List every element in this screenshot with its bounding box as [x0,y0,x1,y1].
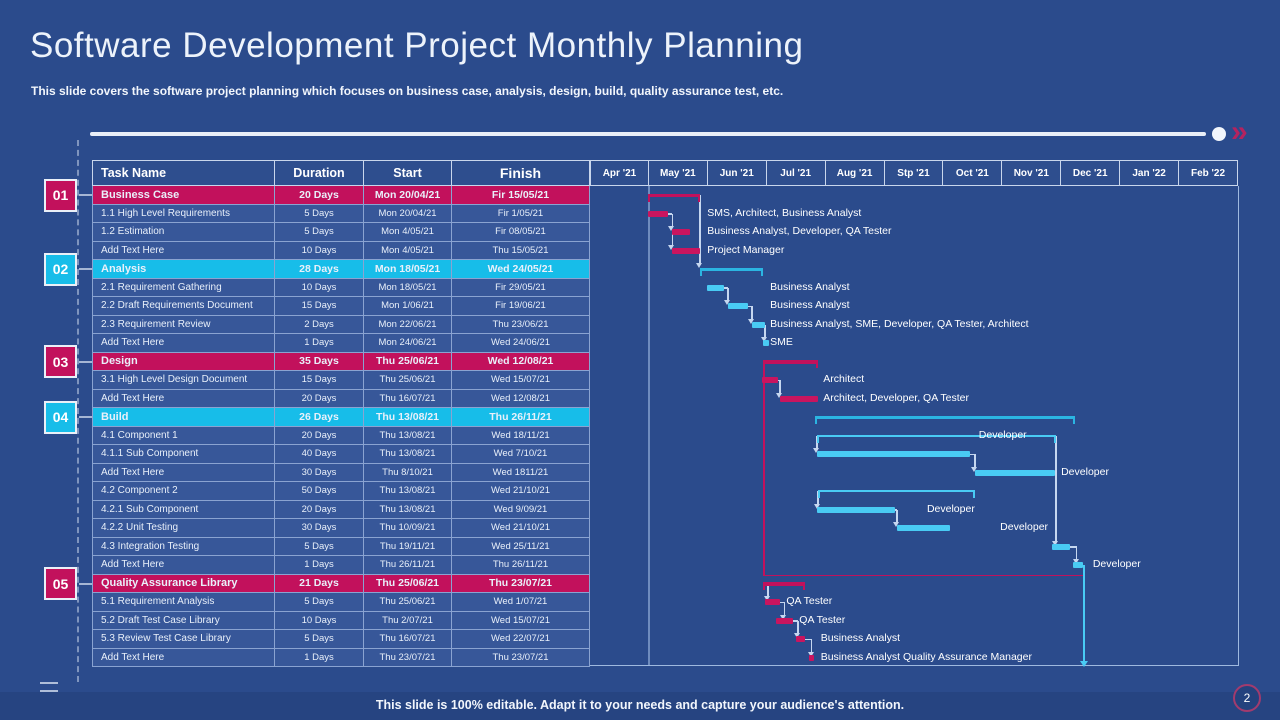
task-date-cell: 30 Days [275,519,364,538]
gantt-connector [784,602,786,615]
task-name-cell: 4.3 Integration Testing [92,538,275,557]
gantt-resource-label: Developer [926,502,975,515]
gantt-resource-label: Business Analyst Quality Assurance Manager [820,650,1032,663]
task-name-cell: Analysis [92,260,275,279]
table-row [92,205,590,224]
task-name-cell: Design [92,353,275,372]
table-row [92,519,590,538]
task-date-cell: Mon 20/04/21 [364,205,452,224]
task-name-cell: 5.1 Requirement Analysis [92,593,275,612]
gantt-arrowhead-icon [1080,661,1088,667]
gantt-summary-bar [763,360,818,364]
gantt-bracket-tick [818,490,820,498]
gantt-task-bar [672,229,689,235]
task-date-cell: Wed 1/07/21 [452,593,590,612]
task-date-cell: Thu 16/07/21 [364,390,452,409]
task-date-cell: 50 Days [275,482,364,501]
task-date-cell: 30 Days [275,464,364,483]
task-date-cell: Wed 1811/21 [452,464,590,483]
gantt-line [648,186,650,665]
table-row [92,556,590,575]
task-date-cell: Thu 26/11/21 [364,556,452,575]
task-date-cell: Mon 18/05/21 [364,279,452,298]
gantt-resource-label: Developer [1061,465,1109,478]
gantt-task-bar [765,599,780,605]
gantt-line [1083,565,1085,661]
task-date-cell: Thu 25/06/21 [364,575,452,594]
month-header [590,160,1238,186]
task-date-cell: Mon 18/05/21 [364,260,452,279]
task-name-cell: 4.2.1 Sub Component [92,501,275,520]
gantt-task-bar [762,377,778,383]
task-date-cell: Thu 2/07/21 [364,612,452,631]
task-name-cell: 2.3 Requirement Review [92,316,275,335]
gantt-task-bar [796,636,805,642]
gantt-summary-tick [698,194,700,202]
month-label: Oct '21 [943,160,1002,186]
task-date-cell: 1 Days [275,556,364,575]
page-number-badge: 2 [1233,684,1261,712]
gantt-task-bar [752,322,765,328]
badge-connector-line [79,583,92,585]
gantt-summary-tick [763,582,765,590]
task-date-cell: Fir 29/05/21 [452,279,590,298]
double-chevron-icon: » [1231,115,1248,148]
gantt-line [763,362,765,575]
stage-badge-02: 02 [44,253,77,286]
gantt-connector [751,306,753,319]
task-name-cell: Quality Assurance Library [92,575,275,594]
month-label: Jan '22 [1120,160,1179,186]
task-date-cell: 28 Days [275,260,364,279]
table-row [92,353,590,372]
task-name-cell: 5.2 Draft Test Case Library [92,612,275,631]
gantt-resource-label: SMS, Architect, Business Analyst [707,206,862,219]
task-date-cell: Fir 15/05/21 [452,186,590,205]
task-date-cell: Thu 13/08/21 [364,445,452,464]
task-date-cell: Thu 26/11/21 [452,556,590,575]
gantt-task-bar [648,211,667,217]
table-row [92,649,590,668]
gantt-resource-label: QA Tester [786,595,833,608]
column-header: Duration [275,160,364,186]
task-date-cell: 21 Days [275,575,364,594]
gantt-bracket-bar [818,490,975,492]
gantt-resource-label: Architect [823,373,865,386]
task-date-cell: 5 Days [275,630,364,649]
month-label: Stp '21 [885,160,944,186]
stage-badge-01: 01 [44,179,77,212]
task-date-cell: Thu 23/07/21 [364,649,452,668]
task-date-cell: 10 Days [275,242,364,261]
table-row [92,501,590,520]
table-row [92,334,590,353]
task-date-cell: Mon 22/06/21 [364,316,452,335]
task-date-cell: Thu 23/07/21 [452,575,590,594]
column-header: Finish [452,160,590,186]
task-name-cell: 4.1.1 Sub Component [92,445,275,464]
task-name-cell: Business Case [92,186,275,205]
task-name-cell: Add Text Here [92,556,275,575]
table-row [92,260,590,279]
task-name-cell: Add Text Here [92,649,275,668]
task-date-cell: Wed 12/08/21 [452,390,590,409]
task-date-cell: Mon 4/05/21 [364,223,452,242]
table-row [92,464,590,483]
gantt-resource-label: Developer [1000,521,1049,534]
task-date-cell: Fir 19/06/21 [452,297,590,316]
task-date-cell: Thu 13/08/21 [364,408,452,427]
table-row [92,630,590,649]
gantt-resource-label: Business Analyst [820,632,901,645]
rail-end-cap [40,682,58,692]
task-date-cell: Mon 20/04/21 [364,186,452,205]
task-date-cell: 20 Days [275,390,364,409]
table-row [92,297,590,316]
task-name-cell: 2.1 Requirement Gathering [92,279,275,298]
gantt-task-bar [809,655,814,661]
task-date-cell: Thu 23/06/21 [452,316,590,335]
gantt-summary-tick [803,582,805,590]
gantt-connector [896,510,898,523]
task-date-cell: 10 Days [275,279,364,298]
gantt-task-bar [1073,562,1083,568]
task-date-cell: Mon 1/06/21 [364,297,452,316]
gantt-summary-bar [763,582,805,586]
task-date-cell: 20 Days [275,427,364,446]
task-date-cell: Mon 4/05/21 [364,242,452,261]
footer-note: This slide is 100% editable. Adapt it to your needs and capture your audience's attention. [375,698,905,712]
task-date-cell: 15 Days [275,297,364,316]
month-label: Aug '21 [826,160,885,186]
table-row [92,593,590,612]
table-row [92,186,590,205]
gantt-connector [1055,436,1057,541]
task-name-cell: 4.2 Component 2 [92,482,275,501]
task-date-cell: Wed 15/07/21 [452,371,590,390]
month-label: Nov '21 [1002,160,1061,186]
month-label: Apr '21 [590,160,649,186]
task-date-cell: Wed 24/05/21 [452,260,590,279]
gantt-task-bar [728,303,748,309]
month-label: May '21 [649,160,708,186]
task-date-cell: Thu 15/05/21 [452,242,590,261]
task-date-cell: 5 Days [275,538,364,557]
gantt-resource-label: Business Analyst, SME, Developer, QA Tester, Architect [770,317,1029,330]
table-header-row [92,160,590,186]
gantt-task-bar [975,470,1055,476]
gantt-resource-label: QA Tester [799,613,846,626]
column-header: Task Name [92,160,275,186]
task-name-cell: 4.2.2 Unit Testing [92,519,275,538]
task-date-cell: Thu 26/11/21 [452,408,590,427]
task-date-cell: Wed 25/11/21 [452,538,590,557]
gantt-summary-tick [700,268,702,276]
gantt-summary-bar [700,268,763,272]
page-title: Software Development Project Monthly Planning [30,26,804,65]
task-date-cell: Fir 08/05/21 [452,223,590,242]
task-date-cell: 26 Days [275,408,364,427]
gantt-summary-tick [815,416,817,424]
badge-connector-line [79,361,92,363]
gantt-bracket-tick [817,435,819,443]
gantt-task-bar [780,396,818,402]
month-label: Jul '21 [767,160,826,186]
timeline-dot [1212,127,1226,141]
task-date-cell: 40 Days [275,445,364,464]
table-row [92,279,590,298]
task-date-cell: 35 Days [275,353,364,372]
task-name-cell: 4.1 Component 1 [92,427,275,446]
gantt-summary-tick [761,268,763,276]
gantt-connector [672,214,674,227]
table-row [92,223,590,242]
gantt-resource-label: Developer [1092,558,1141,571]
task-name-cell: Add Text Here [92,334,275,353]
page-subtitle: This slide covers the software project planning which focuses on business case, analysis, design, build, quality assurance test, etc. [31,84,784,98]
task-name-cell: 1.2 Estimation [92,223,275,242]
task-date-cell: 1 Days [275,649,364,668]
gantt-summary-bar [815,416,1075,420]
gantt-summary-tick [648,194,650,202]
gantt-summary-bar [648,194,700,198]
task-date-cell: Wed 24/06/21 [452,334,590,353]
gantt-line [763,575,1083,577]
timeline-line [90,132,1206,136]
task-date-cell: 1 Days [275,334,364,353]
gantt-task-bar [1052,544,1070,550]
task-date-cell: Wed 22/07/21 [452,630,590,649]
task-date-cell: 5 Days [275,593,364,612]
month-label: Dec '21 [1061,160,1120,186]
task-date-cell: 5 Days [275,205,364,224]
column-header: Start [364,160,452,186]
task-name-cell: Add Text Here [92,464,275,483]
gantt-connector [727,288,729,301]
table-row [92,612,590,631]
task-date-cell: Thu 25/06/21 [364,371,452,390]
gantt-task-bar [776,618,793,624]
gantt-summary-tick [763,360,765,368]
task-date-cell: Thu 10/09/21 [364,519,452,538]
table-row [92,242,590,261]
task-name-cell: 2.2 Draft Requirements Document [92,297,275,316]
gantt-connector [1076,547,1078,560]
gantt-resource-label: SME [770,336,793,349]
gantt-resource-label: Architect, Developer, QA Tester [823,391,969,404]
gantt-summary-tick [1073,416,1075,424]
month-label: Feb '22 [1179,160,1238,186]
badge-connector-line [79,268,92,270]
task-name-cell: Add Text Here [92,390,275,409]
task-date-cell: Thu 23/07/21 [452,649,590,668]
task-date-cell: Thu 13/08/21 [364,427,452,446]
task-date-cell: Wed 21/10/21 [452,519,590,538]
task-name-cell: Add Text Here [92,242,275,261]
stage-badge-03: 03 [44,345,77,378]
task-date-cell: Wed 7/10/21 [452,445,590,464]
task-date-cell: 2 Days [275,316,364,335]
table-row [92,390,590,409]
badge-connector-line [79,194,92,196]
task-date-cell: Wed 21/10/21 [452,482,590,501]
badge-connector-line [79,416,92,418]
gantt-task-bar [672,248,700,254]
table-row [92,482,590,501]
gantt-resource-label: Business Analyst [770,280,850,293]
task-date-cell: Thu 13/08/21 [364,501,452,520]
task-date-cell: Fir 1/05/21 [452,205,590,224]
task-date-cell: 15 Days [275,371,364,390]
gantt-bracket-tick [973,490,975,498]
table-row [92,427,590,446]
gantt-resource-label: Project Manager [707,243,785,256]
task-name-cell: 3.1 High Level Design Document [92,371,275,390]
month-label: Jun '21 [708,160,767,186]
gantt-task-bar [817,507,895,513]
gantt-bracket-tick [1054,435,1056,443]
table-row [92,371,590,390]
gantt-resource-label: Business Analyst [770,299,850,312]
table-row [92,316,590,335]
task-name-cell: 1.1 High Level Requirements [92,205,275,224]
task-date-cell: Thu 25/06/21 [364,353,452,372]
task-name-cell: 5.3 Review Test Case Library [92,630,275,649]
table-row [92,408,590,427]
table-row [92,445,590,464]
gantt-connector [974,454,976,467]
gantt-resource-label: Developer [978,428,1027,441]
task-date-cell: Thu 8/10/21 [364,464,452,483]
gantt-plot-area [590,186,1239,666]
task-date-cell: Thu 13/08/21 [364,482,452,501]
task-date-cell: Mon 24/06/21 [364,334,452,353]
stage-badge-04: 04 [44,401,77,434]
gantt-resource-label: Business Analyst, Developer, QA Tester [707,225,892,238]
gantt-connector [811,639,813,652]
left-rail-dashed-line [77,140,79,682]
table-row [92,575,590,594]
gantt-connector [767,584,769,597]
task-date-cell: Wed 9/09/21 [452,501,590,520]
task-date-cell: Thu 19/11/21 [364,538,452,557]
task-date-cell: Thu 25/06/21 [364,593,452,612]
task-date-cell: 20 Days [275,501,364,520]
task-name-cell: Build [92,408,275,427]
task-date-cell: Wed 15/07/21 [452,612,590,631]
task-date-cell: Wed 18/11/21 [452,427,590,446]
task-date-cell: Wed 12/08/21 [452,353,590,372]
gantt-task-bar [707,285,724,291]
table-row [92,538,590,557]
gantt-task-bar [897,525,950,531]
gantt-connector [779,380,781,393]
stage-badge-05: 05 [44,567,77,600]
gantt-task-bar [817,451,970,457]
gantt-task-bar [763,340,769,346]
task-date-cell: Thu 16/07/21 [364,630,452,649]
task-date-cell: 10 Days [275,612,364,631]
task-date-cell: 5 Days [275,223,364,242]
task-date-cell: 20 Days [275,186,364,205]
gantt-summary-tick [816,360,818,368]
